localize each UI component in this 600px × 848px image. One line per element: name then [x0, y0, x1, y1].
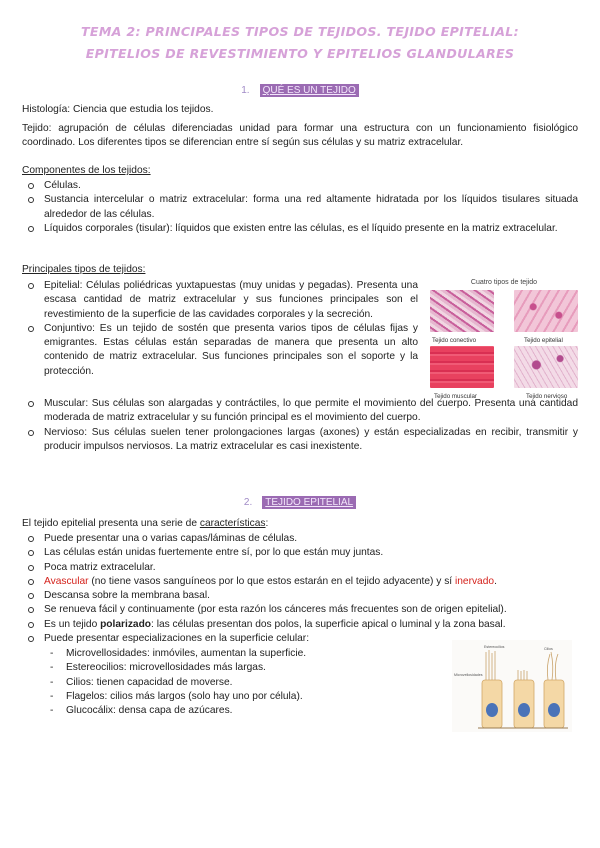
nervous-tissue-image — [514, 346, 578, 388]
polar-pre: Es un tejido — [44, 618, 101, 630]
figure-label-muscular: Tejido muscular — [434, 393, 477, 400]
page-title-line1: TEMA 2: PRINCIPALES TIPOS DE TEJIDOS. TEJIDO EPITELIAL: — [81, 24, 519, 39]
connective-tissue-image — [430, 290, 494, 332]
intro-link-text: características — [199, 518, 266, 529]
list-item: - Estereocilios: microvellosidades más largas. — [44, 661, 424, 675]
figure-label-estereocilios: Estereocilios — [484, 645, 505, 649]
list-item: Nervioso: Sus células suelen tener prolongaciones largas (axones) y están especializadas en recibir, transmitir y producir impulsos nerviosos. La matriz extracelular es casi inexistente. — [22, 426, 578, 455]
list-item: - Microvellosidades: inmóviles, aumentan la superficie. — [44, 647, 424, 661]
avascular-text: (no tiene vasos sanguíneos por lo que estos estarán en el tejido adyacente) y sí — [88, 575, 455, 587]
figure-label-epitelial: Tejido epitelial — [524, 337, 563, 344]
epitelial-characteristics — [22, 532, 578, 646]
list-item: Puede presentar especializaciones en la superficie celular: — [22, 632, 578, 646]
componentes-title: Componentes de los tejidos: — [22, 165, 151, 176]
avascular-end: . — [494, 575, 497, 587]
list-item: - Flagelos: cilios más largos (solo hay uno por célula). — [44, 690, 424, 704]
tipos-list-lower — [22, 397, 578, 454]
tipos-title: Principales tipos de tejidos: — [22, 264, 146, 275]
list-item-avascular — [22, 575, 578, 589]
figure-title: Cuatro tipos de tejido — [470, 279, 538, 286]
tipos-list-upper — [22, 279, 418, 379]
list-item: Las células están unidas fuertemente entre sí, por lo que están muy juntas. — [22, 546, 578, 560]
figure-label-cilios: Cilios — [544, 647, 553, 651]
inervado-term: inervado — [454, 575, 495, 587]
muscle-tissue-image — [430, 346, 494, 388]
componentes-list — [22, 179, 578, 236]
list-item: Se renueva fácil y continuamente (por esta razón los cánceres más frecuentes son de origen epitelial). — [22, 603, 578, 617]
list-item: Muscular: Sus células son alargadas y contráctiles, lo que permite el movimiento del cuerpo. Presenta una cantidad moderada de matriz extracelular y su función principal es el movimiento del cuerpo. — [22, 397, 578, 426]
list-item: Epitelial: Células poliédricas yuxtapuestas (muy unidas y pegadas). Presenta una escasa cantidad de matriz extracelular y sus funciones principales son el revestimiento de la superficie de las cavidades corporales y la secreción. — [22, 279, 418, 322]
figure-label-conectivo: Tejido conectivo — [432, 337, 477, 344]
epithelial-tissue-image — [514, 290, 578, 332]
list-item: Conjuntivo: Es un tejido de sostén que presenta varios tipos de células fijas y emigrantes. Estas células están separadas de manera que presenta un alto contenido de matriz extracelular. Sus funciones principales son el soporte y la protección. — [22, 322, 418, 379]
section2-number: 2. — [243, 497, 253, 508]
list-item: Células. — [22, 179, 578, 193]
polar-post: : las células presentan dos polos, la superficie apical o luminal y la zona basal. — [151, 618, 506, 630]
section2-heading-text: TEJIDO EPITELIAL — [262, 496, 356, 509]
section2-intro — [22, 517, 578, 531]
intro-colon: : — [265, 518, 269, 529]
list-item-polarizado — [22, 618, 578, 632]
tejido-definition: Tejido: agrupación de células diferenciadas unidad para formar una estructura con un funcionamiento fisiológico coordinado. Los diferentes tipos se diferencian entre sí según sus células y su matriz extracelular. — [22, 123, 578, 149]
specializations-diagram — [452, 640, 572, 732]
list-item: Sustancia intercelular o matriz extracelular: forma una red altamente hidratada por los líquidos tisulares situada alrededor de las células. — [22, 193, 578, 222]
section2-heading — [0, 496, 600, 510]
intro-text: El tejido epitelial presenta una serie de — [22, 518, 200, 529]
polar-term: polarizado — [100, 618, 152, 630]
avascular-term: Avascular — [44, 575, 89, 587]
list-item: - Glucocálix: densa capa de azúcares. — [44, 704, 424, 718]
list-item: Puede presentar una o varias capas/láminas de células. — [22, 532, 578, 546]
list-item: Poca matriz extracelular. — [22, 561, 578, 575]
histologia-definition: Histología: Ciencia que estudia los tejidos. — [22, 104, 214, 115]
figure-label-nervioso: Tejido nervioso — [526, 393, 568, 400]
list-item: Líquidos corporales (tisular): líquidos que existen entre las células, es el líquido presente en la matriz extracelular. — [22, 222, 578, 236]
especializaciones-list — [44, 647, 424, 718]
section1-heading — [0, 84, 600, 98]
section1-heading-text: QUÉ ES UN TEJIDO — [260, 84, 359, 97]
tissue-types-figure — [426, 276, 582, 400]
list-item: Descansa sobre la membrana basal. — [22, 589, 578, 603]
page-title-line2: EPITELIOS DE REVESTIMIENTO Y EPITELIOS GLANDULARES — [85, 46, 515, 61]
figure-label-microvellosidades: Microvellosidades — [454, 673, 483, 677]
specializations-figure — [452, 640, 572, 732]
list-item: - Cilios: tienen capacidad de moverse. — [44, 676, 424, 690]
section1-number: 1. — [241, 85, 250, 96]
